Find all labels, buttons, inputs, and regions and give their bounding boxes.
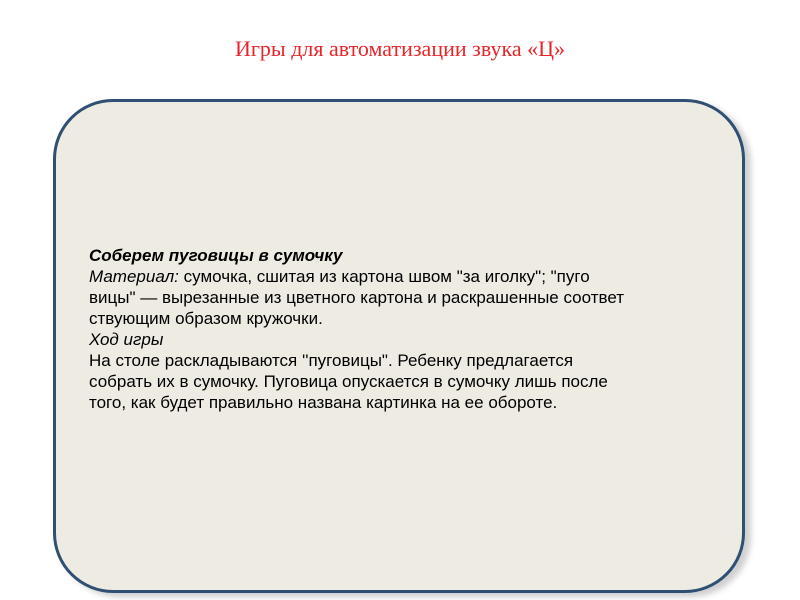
course-line-2: собрать их в сумочку. Пуговица опускается в сумочку лишь после (89, 372, 608, 391)
content-card (53, 99, 745, 593)
course-label: Ход игры (89, 330, 164, 349)
slide-title: Игры для автоматизации звука «Ц» (235, 36, 565, 61)
material-label: Материал: (89, 267, 179, 286)
material-line-3: ствующим образом кружочки. (89, 309, 323, 328)
course-line-3: того, как будет правильно названа картинка на ее обороте. (89, 393, 558, 412)
material-line-2: вицы" — вырезанные из цветного картона и раскрашенные соответ (89, 288, 625, 307)
course-line-1: На столе раскладываются ''пуговицы". Ребенку предлагается (89, 351, 574, 370)
game-title: Соберем пуговицы в сумочку (89, 246, 343, 265)
material-line-1 (89, 266, 689, 287)
game-description (89, 245, 689, 413)
material-text: сумочка, сшитая из картона швом "за иголку"; "пуго (178, 267, 590, 286)
